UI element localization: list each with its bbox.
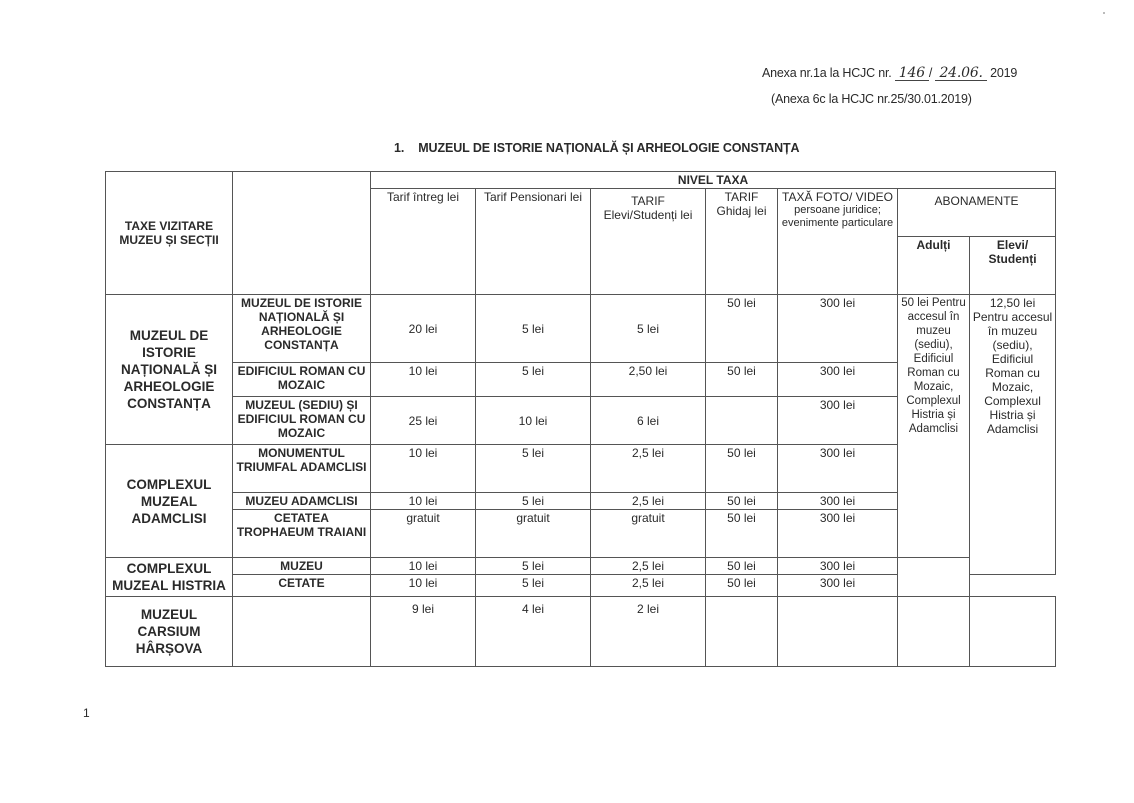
row-name: MUZEUL (SEDIU) ȘI EDIFICIUL ROMAN CU MOZAIC (233, 397, 371, 445)
cell-guide: 50 lei (706, 558, 778, 575)
cell-photo: 300 lei (778, 558, 898, 575)
cell-guide: 50 lei (706, 363, 778, 397)
cell-students: 2,5 lei (591, 445, 706, 493)
table-row (106, 558, 1056, 575)
annex-handwritten-number: 146 (895, 67, 929, 81)
header-col-photo (778, 189, 898, 295)
cell-photo: 300 lei (778, 510, 898, 558)
cell-full: gratuit (371, 510, 476, 558)
header-col-photo-line1: TAXĂ FOTO/ VIDEO (782, 190, 893, 204)
cell-pension: 5 lei (476, 295, 591, 363)
cell-full: 10 lei (371, 363, 476, 397)
annex-prefix: Anexa nr.1a la HCJC nr. (762, 66, 892, 80)
cell-guide: 50 lei (706, 510, 778, 558)
cell-pension: 5 lei (476, 493, 591, 510)
cell-pension: 5 lei (476, 575, 591, 597)
cell-students: gratuit (591, 510, 706, 558)
annex-reference: Anexa nr.1a la HCJC nr. 146 / 24.06. 2019 (762, 65, 1018, 81)
annex-handwritten-date: 24.06. (935, 67, 986, 81)
header-col-photo-line2: persoane juridice; evenimente particulare (781, 204, 894, 229)
section-label-adamclisi: COMPLEXUL MUZEAL ADAMCLISI (106, 445, 233, 558)
cell-photo: 300 lei (778, 575, 898, 597)
table-row (106, 597, 1056, 667)
cell-guide (706, 597, 778, 667)
cell-guide: 50 lei (706, 493, 778, 510)
header-row-label: TAXE VIZITARE MUZEU ȘI SECȚII (106, 172, 233, 295)
row-name (233, 597, 371, 667)
header-col-students (591, 189, 706, 295)
annex-secondary-reference: (Anexa 6c la HCJC nr.25/30.01.2019) (771, 92, 972, 106)
cell-pension: 10 lei (476, 397, 591, 445)
subscription-adults-blank (898, 597, 970, 667)
section-label-histria: COMPLEXUL MUZEAL HISTRIA (106, 558, 233, 597)
cell-pension: gratuit (476, 510, 591, 558)
cell-students: 2,5 lei (591, 558, 706, 575)
subscription-students: 12,50 lei Pentru accesul în muzeu (sediu), Edificiul Roman cu Mozaic, Complexul Histria și Adamclisi (970, 295, 1056, 575)
document-title (394, 141, 800, 155)
cell-pension: 5 lei (476, 445, 591, 493)
row-name: CETATE (233, 575, 371, 597)
cell-pension: 5 lei (476, 363, 591, 397)
cell-students: 2 lei (591, 597, 706, 667)
cell-students: 2,5 lei (591, 493, 706, 510)
scan-speck (1103, 12, 1105, 14)
header-col-students-line2: Elevi/Studenți lei (603, 208, 693, 222)
cell-guide: 50 lei (706, 295, 778, 363)
title-number: 1. (394, 141, 405, 155)
subscription-students-blank (970, 597, 1056, 667)
subscription-adults: 50 lei Pentru accesul în muzeu (sediu), Edificiul Roman cu Mozaic, Complexul Histria și Adamclisi (898, 295, 970, 558)
cell-guide: 50 lei (706, 575, 778, 597)
annex-year: 2019 (990, 66, 1018, 80)
page-number: 1 (83, 706, 90, 720)
header-col-subscriptions: ABONAMENTE (898, 189, 1056, 237)
header-col-pension: Tarif Pensionari lei (476, 189, 591, 295)
cell-photo: 300 lei (778, 493, 898, 510)
table-row (106, 295, 1056, 363)
row-name: CETATEA TROPHAEUM TRAIANI (233, 510, 371, 558)
row-name: MUZEU ADAMCLISI (233, 493, 371, 510)
header-col-guide: TARIF Ghidaj lei (706, 189, 778, 295)
cell-guide: 50 lei (706, 445, 778, 493)
header-sub-adults: Adulți (898, 237, 970, 295)
cell-photo (778, 597, 898, 667)
header-sub-students: Elevi/ Studenți (970, 237, 1056, 295)
header-col-full: Tarif întreg lei (371, 189, 476, 295)
cell-full: 9 lei (371, 597, 476, 667)
header-blank (233, 172, 371, 295)
fees-table (105, 171, 1056, 667)
section-label-constanta: MUZEUL DE ISTORIE NAȚIONALĂ ȘI ARHEOLOGIE CONSTANȚA (106, 295, 233, 445)
cell-photo: 300 lei (778, 363, 898, 397)
row-name: MUZEU (233, 558, 371, 575)
cell-students: 2,5 lei (591, 575, 706, 597)
header-group-label: NIVEL TAXA (371, 172, 1056, 189)
cell-photo: 300 lei (778, 397, 898, 445)
cell-full: 25 lei (371, 397, 476, 445)
cell-pension: 5 lei (476, 558, 591, 575)
row-name: EDIFICIUL ROMAN CU MOZAIC (233, 363, 371, 397)
cell-full: 10 lei (371, 558, 476, 575)
section-label-harsova: MUZEUL CARSIUM HÂRȘOVA (106, 597, 233, 667)
cell-students: 2,50 lei (591, 363, 706, 397)
cell-full: 10 lei (371, 575, 476, 597)
title-text: MUZEUL DE ISTORIE NAȚIONALĂ ȘI ARHEOLOGIE CONSTANȚA (418, 141, 800, 155)
cell-pension: 4 lei (476, 597, 591, 667)
row-name: MONUMENTUL TRIUMFAL ADAMCLISI (233, 445, 371, 493)
cell-full: 20 lei (371, 295, 476, 363)
cell-full: 10 lei (371, 445, 476, 493)
cell-photo: 300 lei (778, 445, 898, 493)
cell-students: 6 lei (591, 397, 706, 445)
cell-guide (706, 397, 778, 445)
subscription-adults-blank (898, 558, 970, 597)
cell-students: 5 lei (591, 295, 706, 363)
cell-photo: 300 lei (778, 295, 898, 363)
row-name: MUZEUL DE ISTORIE NAȚIONALĂ ȘI ARHEOLOGIE CONSTANȚA (233, 295, 371, 363)
cell-full: 10 lei (371, 493, 476, 510)
header-col-students-line1: TARIF (631, 194, 665, 208)
